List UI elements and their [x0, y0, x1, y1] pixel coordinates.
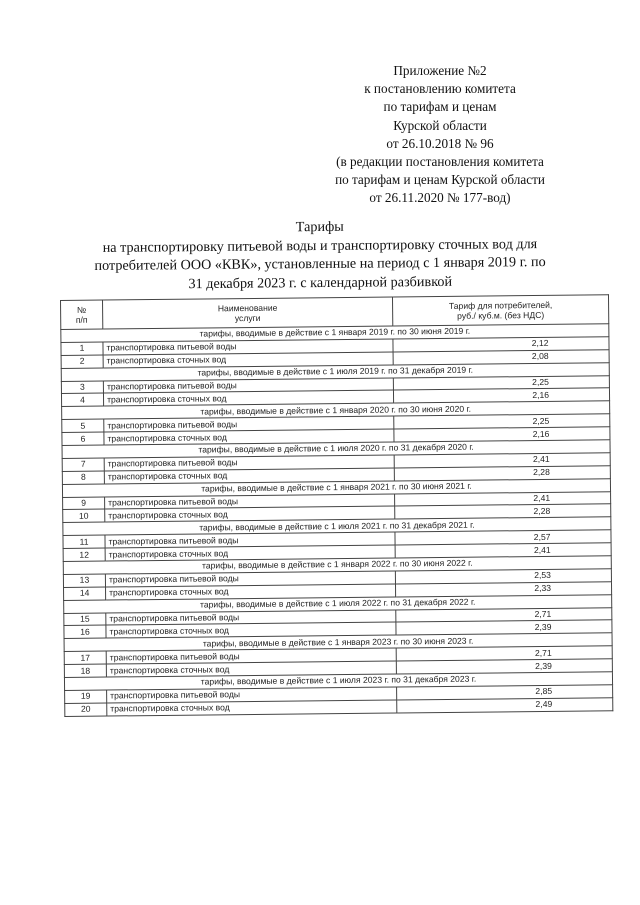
- row-number: 7: [62, 458, 104, 471]
- row-number: 2: [61, 355, 103, 368]
- period-label: тарифы, вводимые в действие с 1 июля 2019 г. по 31 декабря 2019 г.: [61, 362, 609, 381]
- row-number: 4: [61, 394, 103, 407]
- header-text: п/п: [75, 314, 88, 325]
- tariff-value: 2,16: [393, 388, 609, 403]
- appendix-line: по тарифам и ценам Курской области: [335, 172, 545, 188]
- service-name: транспортировка сточных вод: [104, 429, 394, 445]
- tariff-value: 2,41: [394, 453, 610, 468]
- document-title: [60, 216, 581, 295]
- row-number: 8: [62, 471, 104, 484]
- row-number: 3: [61, 381, 103, 394]
- row-number: 12: [63, 548, 105, 561]
- tariff-value: 2,49: [397, 698, 613, 713]
- tariff-value: 2,33: [395, 582, 611, 597]
- tariff-value: 2,85: [397, 685, 613, 700]
- tariff-table: [60, 294, 613, 716]
- service-name: транспортировка питьевой воды: [107, 687, 397, 703]
- period-label: тарифы, вводимые в действие с 1 июля 2023 г. по 31 декабря 2023 г.: [64, 672, 612, 691]
- title-line: потребителей ООО «КВК», установленные на период с 1 января 2019 г. по: [94, 254, 546, 274]
- appendix-line: по тарифам и ценам: [383, 99, 497, 115]
- row-number: 19: [65, 690, 107, 703]
- service-name: транспортировка сточных вод: [105, 545, 395, 561]
- tariff-value: 2,12: [393, 337, 609, 352]
- tariff-table-wrapper: [60, 294, 612, 716]
- tariff-value: 2,28: [395, 504, 611, 519]
- row-number: 11: [63, 535, 105, 548]
- period-label: тарифы, вводимые в действие с 1 января 2020 г. по 30 июня 2020 г.: [62, 401, 610, 420]
- tariff-value: 2,08: [393, 350, 609, 365]
- period-label: тарифы, вводимые в действие с 1 января 2022 г. по 30 июня 2022 г.: [63, 556, 611, 575]
- row-number: 16: [64, 626, 106, 639]
- title-heading: Тарифы: [295, 218, 344, 236]
- tariff-value: 2,71: [396, 646, 612, 661]
- row-number: 15: [64, 613, 106, 626]
- title-line: 31 декабря 2023 г. с календарной разбивкой: [188, 273, 453, 292]
- appendix-line: (в редакции постановления комитета: [336, 154, 544, 170]
- tariff-value: 2,39: [396, 659, 612, 674]
- period-label: тарифы, вводимые в действие с 1 января 2021 г. по 30 июня 2021 г.: [62, 478, 610, 497]
- service-name: транспортировка сточных вод: [106, 584, 396, 600]
- period-label: тарифы, вводимые в действие с 1 июля 2021 г. по 31 декабря 2021 г.: [63, 517, 611, 536]
- column-header-service: [103, 297, 393, 329]
- header-text: Наименование: [217, 302, 278, 314]
- row-number: 18: [64, 664, 106, 677]
- period-label: тарифы, вводимые в действие с 1 января 2019 г. по 30 июня 2019 г.: [61, 324, 609, 343]
- period-label: тарифы, вводимые в действие с 1 июля 2020 г. по 31 декабря 2020 г.: [62, 440, 610, 459]
- row-number: 17: [64, 651, 106, 664]
- appendix-line: от 26.11.2020 № 177-вод): [369, 190, 511, 206]
- service-name: транспортировка питьевой воды: [104, 455, 394, 471]
- header-text: Тариф для потребителей,: [448, 299, 553, 311]
- service-name: транспортировка сточных вод: [106, 661, 396, 677]
- service-name: транспортировка питьевой воды: [105, 532, 395, 548]
- period-label: тарифы, вводимые в действие с 1 июля 2022 г. по 31 декабря 2022 г.: [64, 594, 612, 613]
- service-name: транспортировка питьевой воды: [105, 571, 395, 587]
- tariff-value: 2,41: [395, 491, 611, 506]
- service-name: транспортировка питьевой воды: [106, 648, 396, 664]
- service-name: транспортировка питьевой воды: [103, 378, 393, 394]
- service-name: транспортировка питьевой воды: [104, 416, 394, 432]
- service-name: транспортировка сточных вод: [104, 468, 394, 484]
- service-name: транспортировка сточных вод: [103, 390, 393, 406]
- service-name: транспортировка сточных вод: [103, 352, 393, 368]
- tariff-value: 2,41: [395, 543, 611, 558]
- appendix-header: [300, 62, 580, 208]
- appendix-line: Курской области: [393, 117, 487, 133]
- tariff-value: 2,71: [396, 607, 612, 622]
- row-number: 14: [64, 587, 106, 600]
- service-name: транспортировка питьевой воды: [106, 610, 396, 626]
- row-number: 5: [62, 419, 104, 432]
- service-name: транспортировка питьевой воды: [105, 494, 395, 510]
- tariff-value: 2,28: [394, 466, 610, 481]
- period-label: тарифы, вводимые в действие с 1 января 2023 г. по 30 июня 2023 г.: [64, 633, 612, 652]
- service-name: транспортировка сточных вод: [105, 506, 395, 522]
- appendix-line: к постановлению комитета: [364, 81, 516, 97]
- appendix-line: Приложение №2: [393, 63, 487, 78]
- service-name: транспортировка сточных вод: [106, 622, 396, 638]
- row-number: 20: [65, 703, 107, 716]
- tariff-value: 2,25: [394, 414, 610, 429]
- row-number: 1: [61, 342, 103, 355]
- tariff-value: 2,53: [395, 569, 611, 584]
- tariff-value: 2,39: [396, 620, 612, 635]
- service-name: транспортировка питьевой воды: [103, 339, 393, 355]
- header-text: руб./ куб.м. (без НДС): [457, 309, 545, 321]
- tariff-value: 2,16: [394, 427, 610, 442]
- row-number: 13: [63, 574, 105, 587]
- header-text: услуги: [234, 312, 261, 324]
- appendix-line: от 26.10.2018 № 96: [386, 135, 494, 151]
- column-header-tariff: [392, 295, 608, 326]
- title-line: на транспортировку питьевой воды и транспортировку сточных вод для: [102, 235, 538, 256]
- header-text: №: [76, 304, 87, 315]
- service-name: транспортировка сточных вод: [107, 700, 397, 716]
- column-header-number: [61, 300, 103, 329]
- row-number: 6: [62, 432, 104, 445]
- tariff-value: 2,25: [393, 375, 609, 390]
- tariff-table-body: [61, 324, 613, 716]
- row-number: 10: [63, 510, 105, 523]
- row-number: 9: [63, 497, 105, 510]
- tariff-value: 2,57: [395, 530, 611, 545]
